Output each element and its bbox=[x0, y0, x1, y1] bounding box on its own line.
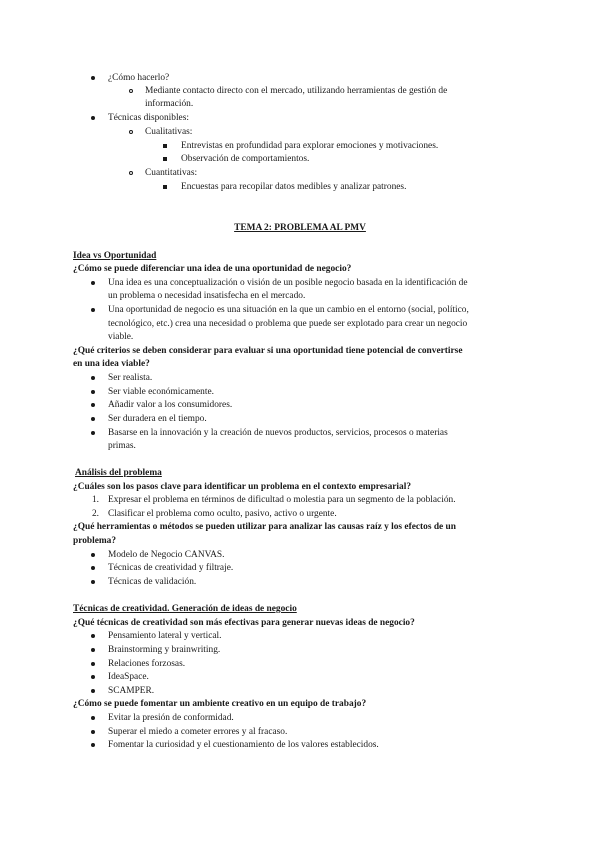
list-item: Observación de comportamientos. bbox=[181, 154, 310, 164]
list-item-continuation: primas. bbox=[108, 441, 136, 451]
question: ¿Cómo se puede diferenciar una idea de una oportunidad de negocio? bbox=[73, 264, 352, 274]
list-item: Técnicas disponibles: bbox=[108, 113, 189, 123]
topic-title: TEMA 2: PROBLEMA AL PMV bbox=[234, 223, 366, 233]
list-item: Brainstorming y brainwriting. bbox=[108, 645, 221, 655]
list-item: Cualitativas: bbox=[145, 127, 193, 137]
list-item: Expresar el problema en términos de dificultad o molestia para un segmento de la población. bbox=[108, 495, 456, 505]
section-heading: Idea vs Oportunidad bbox=[73, 251, 157, 261]
bullet-circle-icon bbox=[126, 167, 136, 180]
list-item: Añadir valor a los consumidores. bbox=[108, 400, 233, 410]
bullet-dot-icon bbox=[88, 712, 98, 725]
list-item-continuation: tecnológico, etc.) crea una necesidad o problema que puede ser explotado para crear un negocio bbox=[108, 319, 468, 329]
list-item: Encuestas para recopilar datos medibles y analizar patrones. bbox=[181, 182, 407, 192]
list-item: Evitar la presión de conformidad. bbox=[108, 713, 234, 723]
bullet-dot-icon bbox=[88, 413, 98, 426]
bullet-dot-icon bbox=[88, 644, 98, 657]
list-item: Entrevistas en profundidad para explorar emociones y motivaciones. bbox=[181, 141, 439, 151]
bullet-dot-icon bbox=[88, 562, 98, 575]
section-heading: Técnicas de creatividad. Generación de ideas de negocio bbox=[73, 604, 297, 614]
step-number: 2. bbox=[91, 509, 99, 519]
list-item: Modelo de Negocio CANVAS. bbox=[108, 550, 225, 560]
list-item-continuation: viable. bbox=[108, 332, 134, 342]
bullet-dot-icon bbox=[88, 112, 98, 125]
list-item: Ser duradera en el tiempo. bbox=[108, 414, 207, 424]
bullet-square-icon bbox=[160, 181, 170, 194]
list-item: Técnicas de validación. bbox=[108, 577, 197, 587]
bullet-dot-icon bbox=[88, 399, 98, 412]
list-item: SCAMPER. bbox=[108, 686, 155, 696]
list-item-continuation: información. bbox=[145, 99, 194, 109]
list-item: Cuantitativas: bbox=[145, 168, 198, 178]
bullet-dot-icon bbox=[88, 72, 98, 85]
bullet-square-icon bbox=[160, 153, 170, 166]
bullet-square-icon bbox=[160, 140, 170, 153]
list-item: Pensamiento lateral y vertical. bbox=[108, 631, 222, 641]
bullet-dot-icon bbox=[88, 576, 98, 589]
list-item: Clasificar el problema como oculto, pasivo, activo o urgente. bbox=[108, 509, 337, 519]
list-item: Superar el miedo a cometer errores y al fracaso. bbox=[108, 727, 288, 737]
list-item: IdeaSpace. bbox=[108, 672, 149, 682]
list-item: Ser realista. bbox=[108, 373, 153, 383]
list-item: Una oportunidad de negocio es una situación en la que un cambio en el entorno (social, político, bbox=[108, 305, 469, 315]
list-item: Basarse en la innovación y la creación de nuevos productos, servicios, procesos o materias bbox=[108, 428, 448, 438]
bullet-dot-icon bbox=[88, 671, 98, 684]
bullet-dot-icon bbox=[88, 549, 98, 562]
list-item: Ser viable económicamente. bbox=[108, 387, 214, 397]
bullet-circle-icon bbox=[126, 85, 136, 98]
bullet-dot-icon bbox=[88, 386, 98, 399]
question: ¿Cuáles son los pasos clave para identificar un problema en el contexto empresarial? bbox=[73, 482, 412, 492]
bullet-dot-icon bbox=[88, 658, 98, 671]
bullet-dot-icon bbox=[88, 372, 98, 385]
bullet-dot-icon bbox=[88, 427, 98, 440]
question-continuation: problema? bbox=[73, 536, 117, 546]
section-heading: Análisis del problema bbox=[75, 468, 162, 478]
question: ¿Qué técnicas de creatividad son más efectivas para generar nuevas ideas de negocio? bbox=[73, 618, 415, 628]
question: ¿Qué criterios se deben considerar para evaluar si una oportunidad tiene potencial de convertirse bbox=[73, 346, 463, 356]
bullet-dot-icon bbox=[88, 630, 98, 643]
bullet-dot-icon bbox=[88, 726, 98, 739]
question: ¿Cómo se puede fomentar un ambiente creativo en un equipo de trabajo? bbox=[73, 699, 367, 709]
list-item-continuation: un problema o necesidad insatisfecha en el mercado. bbox=[108, 291, 306, 301]
bullet-circle-icon bbox=[126, 126, 136, 139]
step-number: 1. bbox=[91, 495, 99, 505]
question-continuation: en una idea viable? bbox=[73, 359, 150, 369]
bullet-dot-icon bbox=[88, 739, 98, 752]
list-item: Mediante contacto directo con el mercado, utilizando herramientas de gestión de bbox=[145, 86, 448, 96]
list-item: Técnicas de creatividad y filtraje. bbox=[108, 563, 234, 573]
bullet-dot-icon bbox=[88, 277, 98, 290]
list-item: Fomentar la curiosidad y el cuestionamiento de los valores establecidos. bbox=[108, 740, 379, 750]
list-item: Relaciones forzosas. bbox=[108, 659, 186, 669]
list-item: ¿Cómo hacerlo? bbox=[108, 73, 170, 83]
question: ¿Qué herramientas o métodos se pueden utilizar para analizar las causas raíz y los efectos de un bbox=[73, 522, 456, 532]
bullet-dot-icon bbox=[88, 304, 98, 317]
bullet-dot-icon bbox=[88, 685, 98, 698]
list-item: Una idea es una conceptualización o visión de un posible negocio basada en la identificación de bbox=[108, 278, 468, 288]
